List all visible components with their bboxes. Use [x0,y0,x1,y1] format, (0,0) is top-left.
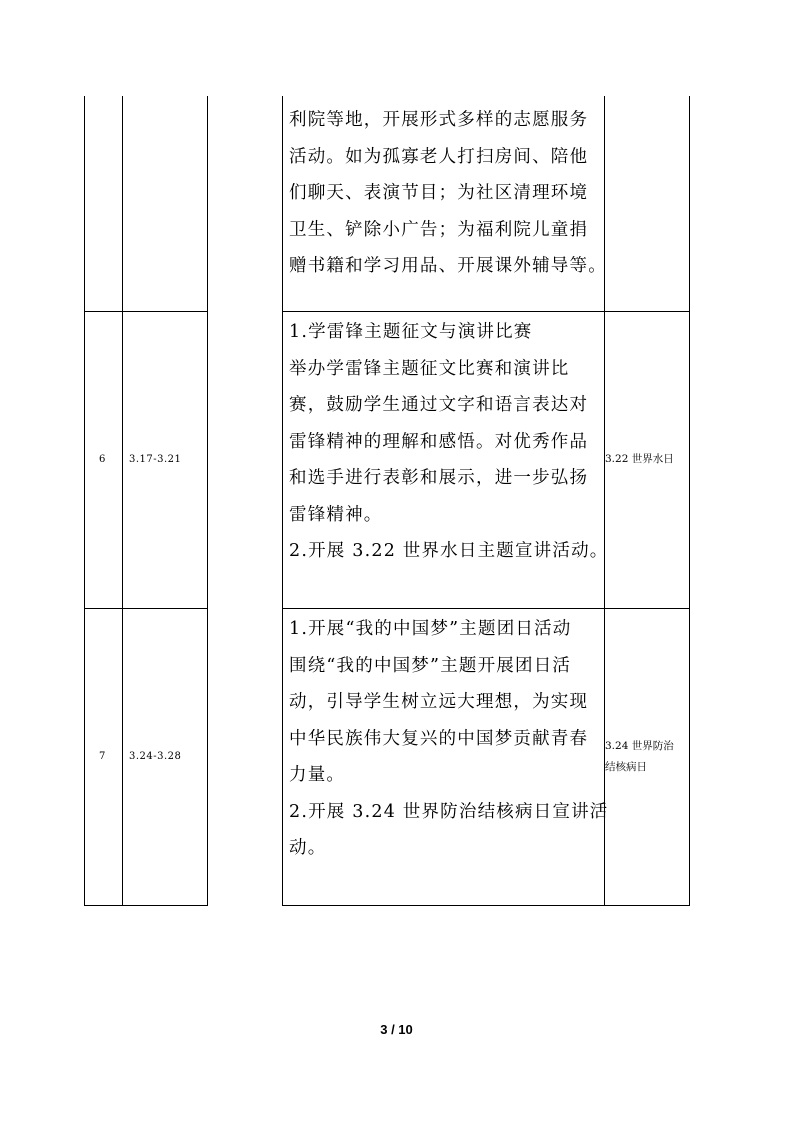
note-line: 结核病日 [605,761,647,773]
table-divider-content-left [282,96,283,905]
table-divider-date [207,96,208,905]
content-line: 动，引导学生树立远大理想，为实现 [289,692,589,712]
content-line: 中华民族伟大复兴的中国梦贡献青春 [289,728,589,749]
row-6-content [289,314,609,570]
content-line: 和选手进行表彰和展示，进一步弘扬 [289,468,589,488]
content-line: 卫生、铲除小广告；为福利院儿童捐 [289,219,589,240]
content-line: 动。 [289,838,327,858]
row-7-number: 7 [99,751,106,762]
content-line: 赠书籍和学习用品、开展课外辅导等。 [289,256,607,276]
row-7-content [289,611,609,867]
content-line: 2.开展 3.24 世界防治结核病日宣讲活 [289,801,609,822]
table-divider-number [122,96,123,905]
row-6-date-range: 3.17-3.21 [129,454,182,465]
content-line: 活动。如为孤寡老人打扫房间、陪他 [289,146,589,167]
note-line: 3.24 世界防治 [605,740,674,752]
content-line: 赛，鼓励学生通过文字和语言表达对 [289,395,589,415]
content-line: 举办学雷锋主题征文比赛和演讲比 [289,358,570,379]
content-line: 们聊天、表演节目；为社区清理环境 [289,183,589,203]
continued-row-content [289,102,607,285]
content-line: 雷锋精神的理解和感悟。对优秀作品 [289,431,589,452]
row-6-number: 6 [99,454,106,465]
page-number: 3 / 10 [380,1022,413,1037]
content-line: 利院等地，开展形式多样的志愿服务 [289,110,589,130]
row-7-date-range: 3.24-3.28 [129,751,182,762]
table-border-bottom-right [282,905,690,906]
row-separator-2-right [282,608,690,609]
row-separator-2-left [84,608,208,609]
content-line: 2.开展 3.22 世界水日主题宣讲活动。 [289,541,609,561]
table-border-left [84,96,85,905]
content-line: 围绕“我的中国梦”主题开展团日活 [289,655,572,676]
table-border-right [689,96,690,905]
content-line: 雷锋精神。 [289,504,383,525]
table-divider-note [604,96,605,905]
content-line: 1.学雷锋主题征文与演讲比赛 [289,322,533,342]
table-border-bottom-left [84,905,208,906]
row-7-note [605,736,689,778]
content-line: 力量。 [289,765,346,785]
row-6-note: 3.22 世界水日 [605,453,674,465]
row-separator-1-right [282,311,690,312]
content-line: 1.开展“我的中国梦”主题团日活动 [289,619,572,639]
row-separator-1-left [84,311,208,312]
